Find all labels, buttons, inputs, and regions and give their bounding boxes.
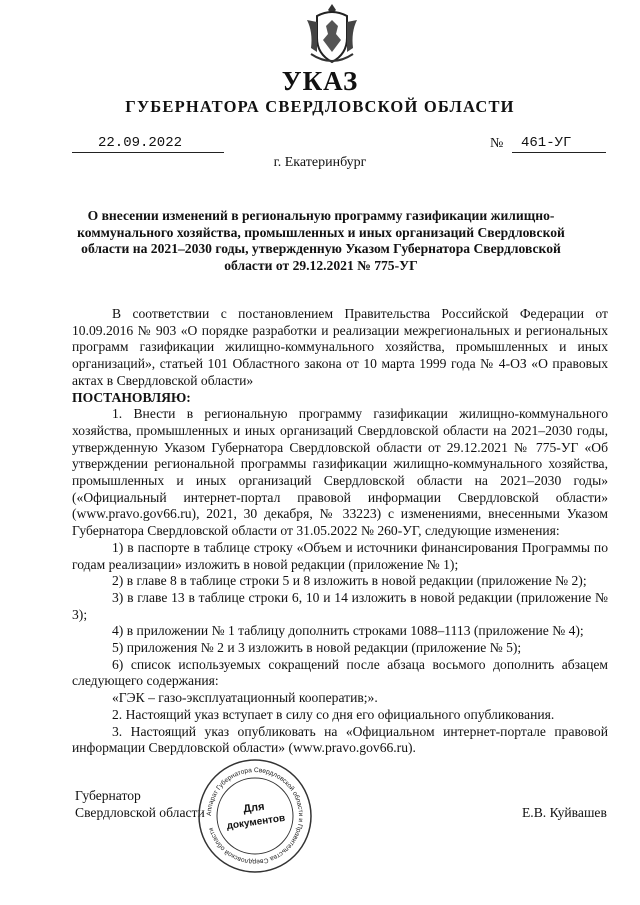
item-3: 3. Настоящий указ опубликовать на «Официальном интернет-портале правовой информации Свердловской области» (www.pravo.gov66.ru). xyxy=(72,723,608,756)
number-label: № xyxy=(490,136,504,151)
document-number: 461-УГ xyxy=(521,135,572,151)
stamp-center-line-1: Для xyxy=(242,800,266,816)
document-type: УКАЗ xyxy=(281,66,359,96)
city: г. Екатеринбург xyxy=(273,155,367,170)
sub-item-5: 5) приложения № 2 и 3 изложить в новой редакции (приложение № 5); xyxy=(112,640,522,656)
sub-item-6: 6) список используемых сокращений после абзаца восьмого дополнить абзацем следующего содержания: xyxy=(72,656,608,689)
document-date: 22.09.2022 xyxy=(98,135,183,151)
sub-item-4: 4) в приложении № 1 таблицу дополнить строками 1088–1113 (приложение № 4); xyxy=(112,623,584,639)
signer-title-line-2: Свердловской области xyxy=(75,804,205,820)
coat-of-arms-icon xyxy=(303,2,361,66)
document-heading: О внесении изменений в региональную программу газификации жилищно-коммунального хозяйства, промышленных и иных организаций Свердловской области на 2021–2030 годы, утвержденную Указом Губернатора Свердловской области от 29.12.2021 № 775-УГ xyxy=(77,208,565,273)
issuer-title: ГУБЕРНАТОРА СВЕРДЛОВСКОЙ ОБЛАСТИ xyxy=(125,97,515,116)
signer-title-line-1: Губернатор xyxy=(75,788,141,803)
signer-title xyxy=(75,788,205,821)
stamp-ring-text: Аппарат Губернатора Свердловской области и Правительства Свердловской области xyxy=(205,766,305,866)
sub-item-1: 1) в паспорте в таблице строку «Объем и источники финансирования Программы по годам реализации» изложить в новой редакции (приложение № 1); xyxy=(72,539,608,572)
document-body xyxy=(72,306,608,757)
item-2: 2. Настоящий указ вступает в силу со дня его официального опубликования. xyxy=(112,706,555,722)
signer-name: Е.В. Куйвашев xyxy=(522,805,607,820)
preamble: В соответствии с постановлением Правительства Российской Федерации от 10.09.2016 № 903 «О порядке разработки и реализации межрегиональных и региональных программ газификации жилищно-коммунального хозяйства, промышленных и иных организаций», статьей 101 Областного закона от 10 марта 1999 года № 4-ОЗ «О правовых актах в Свердловской области» xyxy=(72,306,608,388)
official-stamp xyxy=(196,757,314,875)
quoted-definition: «ГЭК – газо-эксплуатационный кооператив;». xyxy=(112,690,378,706)
sub-item-2: 2) в главе 8 в таблице строки 5 и 8 изложить в новой редакции (приложение № 2); xyxy=(112,573,587,589)
item-1: 1. Внести в региональную программу газификации жилищно-коммунального хозяйства, промышленных и иных организаций Свердловской области на 2021–2030 годы, утвержденную Указом Губернатора Свердловской области от 29.12.2021 № 775-УГ «Об утверждении региональной программы газификации жилищно-коммунального хозяйства, промышленных и иных организаций Свердловской области на 2021–2030 годы» («Официальный интернет-портал правовой информации Свердловской области» (www.pravo.gov66.ru), 2021, 30 декабря, № 33223) с изменениями, внесенными Указом Губернатора Свердловской области от 31.05.2022 № 260-УГ, следующие изменения: xyxy=(72,406,608,539)
sub-item-3: 3) в главе 13 в таблице строки 6, 10 и 14 изложить в новой редакции (приложение № 3); xyxy=(72,589,608,622)
stamp-center-line-2: документов xyxy=(225,812,286,832)
decree-word: ПОСТАНОВЛЯЮ: xyxy=(72,389,191,405)
